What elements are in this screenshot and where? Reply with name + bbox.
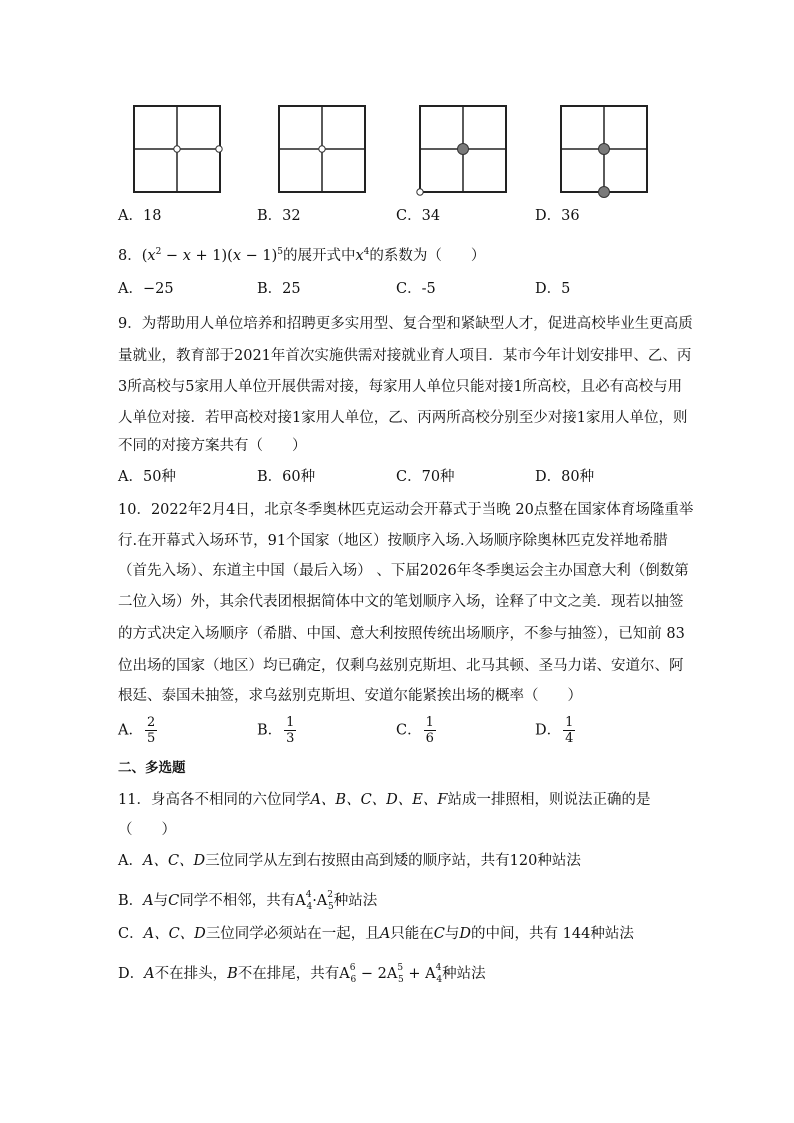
- q9-line: 量就业，教育部于2021年首次实施供需对接就业育人项目．某市今年计划安排甲、乙、丙: [118, 348, 692, 364]
- permutation-expression: $A^6_6 - 2A^5_5 + A^4_4$: [339, 963, 443, 985]
- q9-line: 9．为帮助用人单位培养和招聘更多实用型、复合型和紧缺型人才，促进高校毕业生更高质: [118, 316, 693, 332]
- q8-option-d: D．5: [535, 281, 571, 297]
- node-dot-large: [458, 144, 469, 155]
- q9-line: 3所高校与5家用人单位开展供需对接，每家用人单位只能对接1所高校，且必有高校与用: [118, 379, 683, 395]
- q10-line: 的方式决定入场顺序（希腊、中国、意大利按照传统出场顺序，不参与抽签），已知前 83: [118, 626, 685, 642]
- q8-term: $x^4$: [355, 247, 370, 264]
- q10-line: 二位入场）外，其余代表团根据简体中文的笔划顺序入场，诠释了中文之美．现若以抽签: [118, 594, 684, 610]
- q10-option-c: C． $\frac{1}{6}$: [396, 715, 434, 746]
- q10-line: 位出场的国家（地区）均已确定，仅剩乌兹别克斯坦、北马其顿、圣马力诺、安道尔、阿: [118, 658, 684, 674]
- node-dot: [216, 146, 222, 152]
- node-dot-large: [599, 187, 610, 198]
- q8-stem-end: 的系数为（ ）: [369, 247, 486, 264]
- q10-line: （首先入场）、东道主中国（最后入场） 、下届2026年冬季奥运会主办国意大利（倒数第: [118, 563, 689, 579]
- q11-option-b: B．A与C同学不相邻，共有$A^4_4\cdot A^2_5$种站法: [118, 890, 378, 912]
- node-dot: [417, 189, 423, 195]
- q11-option-d: D．A不在排头，B不在排尾，共有$A^6_6 - 2A^5_5 + A^4_4$种站法: [118, 963, 486, 985]
- permutation-expression: $A^4_4\cdot A^2_5$: [295, 890, 334, 912]
- node-dot-large: [599, 144, 610, 155]
- q10-option-d: D． $\frac{1}{4}$: [535, 715, 574, 746]
- q8-option-a: A．−25: [118, 281, 174, 297]
- q9-line: 人单位对接．若甲高校对接1家用人单位，乙、丙两所高校分别至少对接1家用人单位，则: [118, 410, 688, 426]
- node-dot: [319, 146, 325, 152]
- q10-line: 10．2022年2月4日，北京冬季奥林匹克运动会开幕式于当晚 20点整在国家体育场隆重举: [118, 502, 694, 518]
- q7-option-a: A．18: [118, 208, 162, 224]
- section-title: 二、多选题: [118, 760, 186, 776]
- grid-figure-c: [416, 105, 510, 197]
- q8-number: 8．: [118, 247, 142, 264]
- q10-option-a: A． $\frac{2}{5}$: [118, 715, 156, 746]
- fraction: $\frac{1}{3}$: [286, 715, 295, 746]
- q11-stem-paren: （ ）: [118, 822, 176, 838]
- q11-option-a: A．A、C、D三位同学从左到右按照由高到矮的顺序站，共有120种站法: [118, 853, 581, 869]
- q8-option-c: C．-5: [396, 281, 436, 297]
- q10-option-b: B． $\frac{1}{3}$: [257, 715, 295, 746]
- node-dot: [174, 146, 180, 152]
- q7-option-d: D．36: [535, 208, 580, 224]
- q8-stem: [118, 242, 485, 266]
- q9-option-b: B．60种: [257, 469, 316, 485]
- q11-option-c: C．A、C、D三位同学必须站在一起，且A只能在C与D的中间，共有 144种站法: [118, 926, 634, 942]
- q7-option-b: B．32: [257, 208, 301, 224]
- fraction: $\frac{2}{5}$: [146, 715, 156, 746]
- q9-line: 不同的对接方案共有（ ）: [118, 438, 307, 454]
- q10-line: 行.在开幕式入场环节，91个国家（地区）按顺序入场.入场顺序除奥林匹克发祥地希腊: [118, 533, 668, 549]
- q9-option-c: C．70种: [396, 469, 455, 485]
- q9-option-a: A．50种: [118, 469, 176, 485]
- q11-stem: 11．身高各不相同的六位同学A、B、C、D、E、F站成一排照相，则说法正确的是: [118, 792, 651, 808]
- q8-option-b: B．25: [257, 281, 301, 297]
- q7-option-c: C．34: [396, 208, 441, 224]
- q8-stem-suffix: 的展开式中: [282, 247, 356, 264]
- grid-figure-b: [278, 105, 368, 195]
- grid-figure-d: [560, 105, 650, 199]
- fraction: $\frac{1}{6}$: [425, 715, 434, 746]
- fraction: $\frac{1}{4}$: [565, 715, 574, 746]
- grid-figure-a: [133, 105, 223, 195]
- q8-expression: $(x^2 - x + 1)(x - 1)^5$: [141, 247, 283, 264]
- q9-option-d: D．80种: [535, 469, 595, 485]
- q10-line: 根廷、泰国未抽签，求乌兹别克斯坦、安道尔能紧挨出场的概率（ ）: [118, 688, 582, 704]
